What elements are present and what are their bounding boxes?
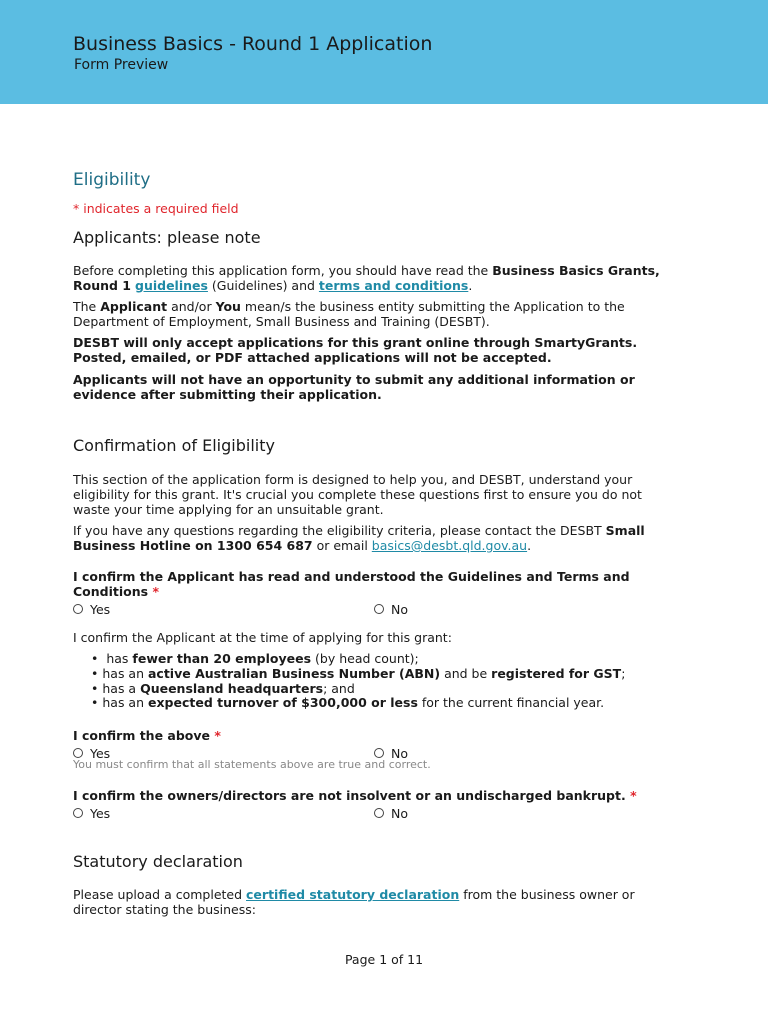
list-intro: I confirm the Applicant at the time of applying for this grant:: [73, 630, 452, 645]
required-note: * indicates a required field: [73, 201, 239, 216]
q3-no-option[interactable]: No: [374, 803, 408, 822]
q1-no-option[interactable]: No: [374, 599, 408, 618]
q2-hint: You must confirm that all statements above are true and correct.: [73, 758, 431, 771]
terms-link[interactable]: terms and conditions: [318, 278, 469, 293]
guidelines-link[interactable]: guidelines: [135, 278, 208, 293]
note-paragraph-1: Before completing this application form, you should have read the Business Basics Grants, Round 1 guidelines (Guidelines) and terms and conditions.: [73, 263, 660, 293]
question-confirm-above: I confirm the above *: [73, 728, 221, 743]
statutory-heading: Statutory declaration: [73, 852, 243, 871]
confirm-paragraph-1: This section of the application form is designed to help you, and DESBT, understand your eligibility for this grant. It's crucial you complete these questions first to ensure you do not waste your time applying for an unsuitable grant.: [73, 472, 642, 517]
note-paragraph-3: DESBT will only accept applications for this grant online through SmartyGrants. Posted, emailed, or PDF attached applications will not be accepted.: [73, 335, 638, 365]
note-heading: Applicants: please note: [73, 228, 261, 247]
form-subtitle: Form Preview: [74, 57, 169, 73]
note-paragraph-4: Applicants will not have an opportunity to submit any additional information or evidence after submitting their application.: [73, 372, 635, 402]
confirm-paragraph-2: If you have any questions regarding the eligibility criteria, please contact the DESBT Small Business Hotline on 1300 654 687 or email basics@desbt.qld.gov.au.: [73, 523, 645, 553]
page-number: Page 1 of 11: [344, 952, 424, 967]
radio-button[interactable]: [73, 808, 83, 818]
required-star: *: [214, 728, 221, 743]
form-header: [0, 0, 768, 104]
radio-button[interactable]: [374, 748, 384, 758]
q3-yes-option[interactable]: Yes: [73, 803, 110, 822]
email-link[interactable]: basics@desbt.qld.gov.au: [371, 538, 528, 553]
bullet-2: • has an active Australian Business Number (ABN) and be registered for GST;: [91, 666, 626, 681]
required-star: *: [630, 788, 637, 803]
radio-button[interactable]: [374, 604, 384, 614]
radio-button[interactable]: [374, 808, 384, 818]
question-insolvent: I confirm the owners/directors are not insolvent or an undischarged bankrupt. *: [73, 788, 637, 803]
bullet-3: • has a Queensland headquarters; and: [91, 681, 355, 696]
form-title: Business Basics - Round 1 Application: [73, 33, 433, 55]
required-star: *: [152, 584, 159, 599]
confirm-heading: Confirmation of Eligibility: [73, 436, 275, 455]
question-guidelines: I confirm the Applicant has read and understood the Guidelines and Terms and Conditions *: [73, 569, 630, 599]
bullet-4: • has an expected turnover of $300,000 or less for the current financial year.: [91, 695, 605, 710]
radio-button[interactable]: [73, 748, 83, 758]
note-paragraph-2: The Applicant and/or You mean/s the business entity submitting the Application to the Department of Employment, Small Business and Training (DESBT).: [73, 299, 625, 329]
statutory-paragraph: Please upload a completed certified statutory declaration from the business owner or director stating the business:: [73, 887, 635, 917]
radio-button[interactable]: [73, 604, 83, 614]
q2-yes-option[interactable]: Yes: [73, 743, 110, 762]
section-title: Eligibility: [73, 170, 151, 190]
bullet-1: • has fewer than 20 employees (by head count);: [91, 651, 419, 666]
q1-yes-option[interactable]: Yes: [73, 599, 110, 618]
q2-no-option[interactable]: No: [374, 743, 408, 762]
stat-dec-link[interactable]: certified statutory declaration: [246, 887, 460, 902]
